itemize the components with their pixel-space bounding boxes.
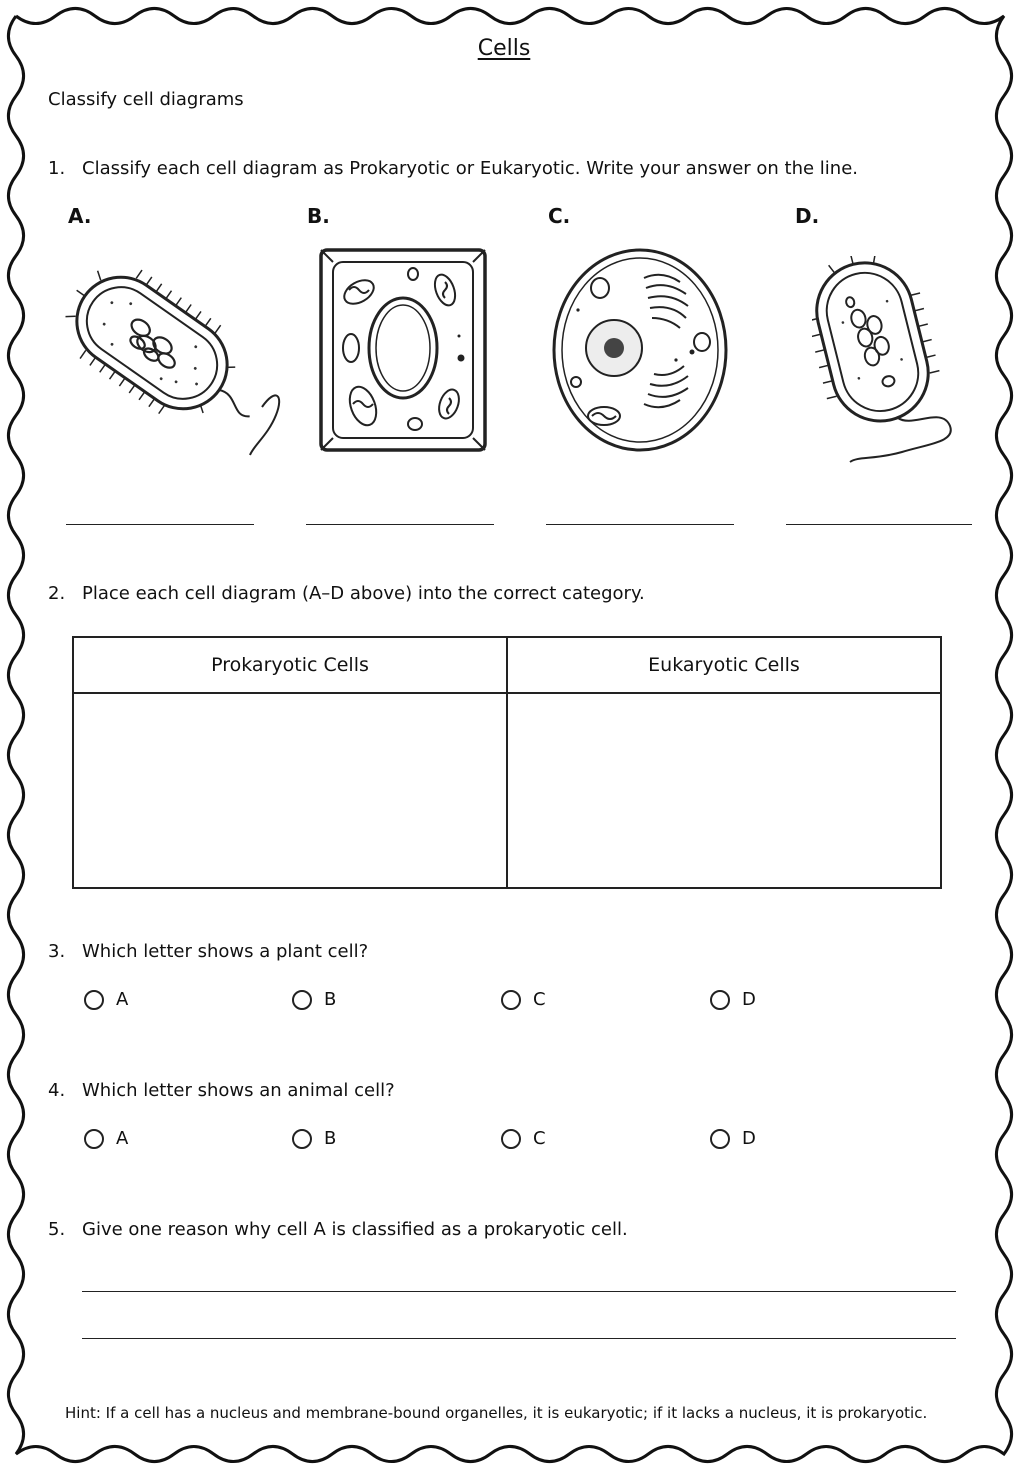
q4-option-d[interactable]	[710, 1128, 756, 1149]
eukaryotic-answer-cell[interactable]	[507, 693, 941, 888]
q1-number: 1.	[48, 158, 66, 179]
q3-option-a-label: A	[116, 989, 129, 1010]
q3-option-c-label: C	[533, 989, 546, 1010]
q4-option-d-label: D	[742, 1128, 756, 1149]
diagram-d-label: D.	[795, 204, 820, 228]
q5-answer-line-1[interactable]	[82, 1291, 956, 1292]
q4-option-a-label: A	[116, 1128, 129, 1149]
radio-circle-icon[interactable]	[501, 990, 521, 1010]
q5-answer-line-2[interactable]	[82, 1338, 956, 1339]
radio-circle-icon[interactable]	[84, 990, 104, 1010]
q3-option-b-label: B	[324, 989, 337, 1010]
q4-text: Which letter shows an animal cell?	[82, 1080, 395, 1101]
q2-text: Place each cell diagram (A–D above) into the correct category.	[82, 583, 645, 604]
radio-circle-icon[interactable]	[84, 1129, 104, 1149]
prokaryotic-cell-d-icon	[812, 256, 972, 470]
diagram-b-label: B.	[307, 204, 330, 228]
q4-number: 4.	[48, 1080, 66, 1101]
diagram-c-label: C.	[548, 204, 571, 228]
q4-option-b[interactable]	[292, 1128, 336, 1149]
answer-line-a[interactable]	[66, 524, 254, 525]
q3-option-a[interactable]	[84, 989, 128, 1010]
radio-circle-icon[interactable]	[292, 1129, 312, 1149]
q4-option-b-label: B	[324, 1128, 337, 1149]
prokaryotic-answer-cell[interactable]	[73, 693, 507, 888]
q1-text: Classify each cell diagram as Prokaryotic or Eukaryotic. Write your answer on the line.	[82, 158, 859, 179]
q3-text: Which letter shows a plant cell?	[82, 941, 369, 962]
radio-circle-icon[interactable]	[710, 1129, 730, 1149]
q2-number: 2.	[48, 583, 66, 604]
hint-text: Hint: If a cell has a nucleus and membrane-bound organelles, it is eukaryotic; if it lacks a nucleus, it is prokaryotic.	[65, 1404, 928, 1422]
answer-line-b[interactable]	[306, 524, 494, 525]
q3-option-b[interactable]	[292, 989, 336, 1010]
q3-number: 3.	[48, 941, 66, 962]
eukaryotic-column-header: Eukaryotic Cells	[507, 637, 941, 693]
q5-text: Give one reason why cell A is classified as a prokaryotic cell.	[82, 1219, 628, 1240]
plant-cell-b-icon	[315, 244, 491, 456]
radio-circle-icon[interactable]	[292, 990, 312, 1010]
q3-option-d[interactable]	[710, 989, 756, 1010]
q5-number: 5.	[48, 1219, 66, 1240]
q4-option-a[interactable]	[84, 1128, 128, 1149]
prokaryotic-column-header: Prokaryotic Cells	[73, 637, 507, 693]
worksheet-subtitle: Classify cell diagrams	[48, 89, 244, 110]
diagram-a-label: A.	[68, 204, 92, 228]
answer-line-c[interactable]	[546, 524, 734, 525]
category-table	[72, 636, 942, 889]
q4-option-c[interactable]	[501, 1128, 546, 1149]
q3-option-c[interactable]	[501, 989, 546, 1010]
prokaryotic-cell-a-icon	[62, 255, 292, 460]
animal-cell-c-icon	[548, 244, 732, 456]
page-title: Cells	[477, 36, 531, 61]
radio-circle-icon[interactable]	[710, 990, 730, 1010]
q4-option-c-label: C	[533, 1128, 546, 1149]
radio-circle-icon[interactable]	[501, 1129, 521, 1149]
answer-line-d[interactable]	[786, 524, 972, 525]
q3-option-d-label: D	[742, 989, 756, 1010]
